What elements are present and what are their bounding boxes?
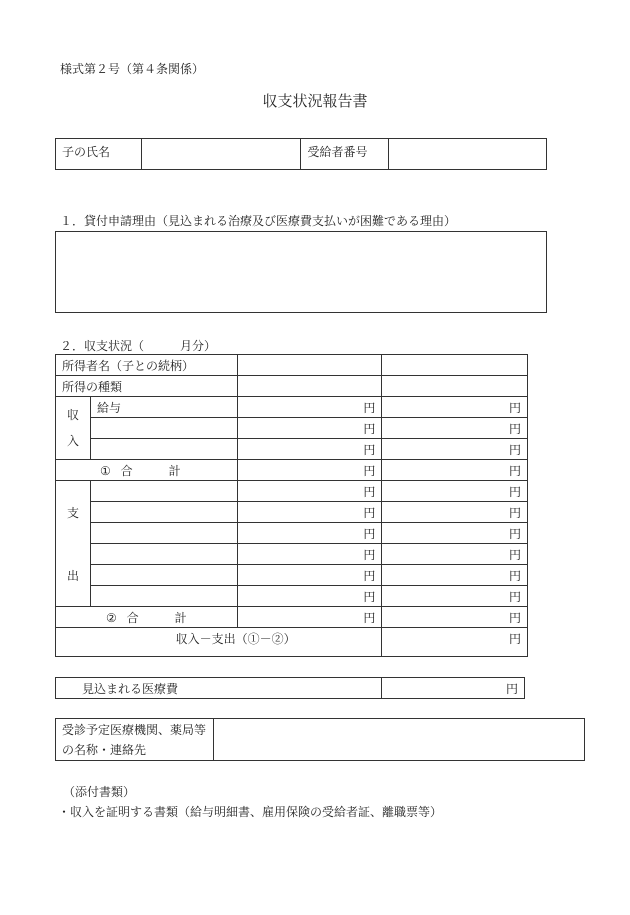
expense-item-field[interactable] [90, 523, 237, 544]
application-reason-field[interactable] [55, 231, 547, 313]
expense-amount-yen[interactable]: 円 [237, 544, 382, 565]
section2-heading: ２．収支状況（ 月分） [60, 339, 217, 353]
expense-total-label: ② 合 計 [56, 607, 238, 628]
income-amount-yen[interactable]: 円 [382, 397, 528, 418]
income-total-yen[interactable]: 円 [237, 460, 382, 481]
institution-label: 受診予定医療機関、薬局等 の名称・連絡先 [56, 719, 214, 761]
form-number: 様式第２号（第４条関係） [60, 62, 205, 76]
balance-label: 収入－支出（①－②） [56, 628, 382, 657]
expense-vertical-label: 支 出 [56, 481, 91, 607]
expense-total-yen[interactable]: 円 [382, 607, 528, 628]
child-name-field[interactable] [141, 139, 301, 170]
medical-expense-label: 見込まれる医療費 [56, 678, 382, 699]
recipient-number-field[interactable] [389, 139, 547, 170]
income-type-field-2[interactable] [382, 376, 528, 397]
income-total-yen[interactable]: 円 [382, 460, 528, 481]
earner-name-label: 所得者名（子との続柄） [56, 355, 238, 376]
attachments-heading: （添付書類） [63, 785, 136, 799]
expense-item-field[interactable] [90, 586, 237, 607]
expense-amount-yen[interactable]: 円 [382, 586, 528, 607]
expense-item-field[interactable] [90, 481, 237, 502]
expense-amount-yen[interactable]: 円 [237, 502, 382, 523]
income-amount-yen[interactable]: 円 [237, 439, 382, 460]
income-type-label: 所得の種類 [56, 376, 238, 397]
expense-amount-yen[interactable]: 円 [382, 502, 528, 523]
expense-amount-yen[interactable]: 円 [237, 481, 382, 502]
expense-amount-yen[interactable]: 円 [237, 586, 382, 607]
expense-item-field[interactable] [90, 502, 237, 523]
expense-amount-yen[interactable]: 円 [237, 565, 382, 586]
balance-yen[interactable]: 円 [382, 628, 528, 657]
expense-amount-yen[interactable]: 円 [382, 544, 528, 565]
income-amount-yen[interactable]: 円 [382, 418, 528, 439]
medical-expense-table [55, 677, 525, 699]
income-item-field[interactable] [90, 418, 237, 439]
salary-label: 給与 [90, 397, 237, 418]
income-amount-yen[interactable]: 円 [382, 439, 528, 460]
expense-amount-yen[interactable]: 円 [382, 481, 528, 502]
expense-item-field[interactable] [90, 544, 237, 565]
income-amount-yen[interactable]: 円 [237, 418, 382, 439]
expense-amount-yen[interactable]: 円 [382, 523, 528, 544]
medical-expense-yen[interactable]: 円 [382, 678, 525, 699]
expense-amount-yen[interactable]: 円 [382, 565, 528, 586]
expense-item-field[interactable] [90, 565, 237, 586]
attachment-item: ・収入を証明する書類（給与明細書、雇用保険の受給者証、離職票等） [58, 805, 443, 819]
recipient-number-label: 受給者番号 [301, 139, 389, 170]
child-name-label: 子の氏名 [56, 139, 142, 170]
income-type-field-1[interactable] [237, 376, 382, 397]
institution-field[interactable] [213, 719, 584, 761]
income-amount-yen[interactable]: 円 [237, 397, 382, 418]
expense-amount-yen[interactable]: 円 [237, 523, 382, 544]
institution-table [55, 718, 585, 761]
earner-name-field-1[interactable] [237, 355, 382, 376]
income-total-label: ① 合 計 [56, 460, 238, 481]
income-expense-table [55, 354, 528, 657]
income-item-field[interactable] [90, 439, 237, 460]
earner-name-field-2[interactable] [382, 355, 528, 376]
expense-total-yen[interactable]: 円 [237, 607, 382, 628]
page-title: 収支状況報告書 [262, 92, 368, 110]
child-info-table [55, 138, 547, 170]
section1-heading: １．貸付申請理由（見込まれる治療及び医療費支払いが困難である理由） [60, 214, 457, 228]
income-vertical-label: 収 入 [56, 397, 91, 460]
